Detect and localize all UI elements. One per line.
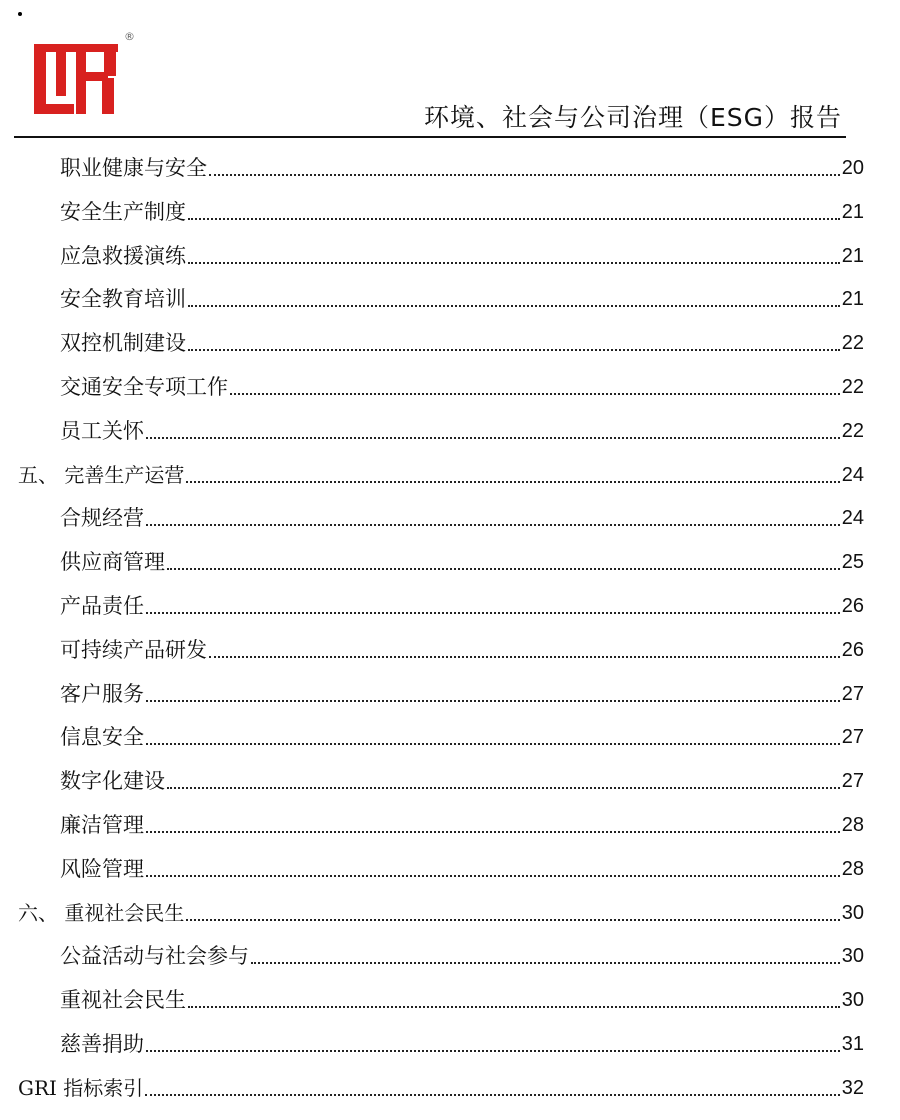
toc-entry-label: 客户服务 xyxy=(60,681,144,706)
toc-page-number: 21 xyxy=(841,244,864,267)
toc-entry-label: 职业健康与安全 xyxy=(60,156,207,180)
toc-entry-label: 产品责任 xyxy=(60,594,144,618)
toc-entry[interactable] xyxy=(60,591,864,621)
dot-leader xyxy=(186,481,839,483)
dot-leader xyxy=(146,1050,840,1052)
toc-entry-label: 应急救援演练 xyxy=(60,243,186,268)
toc-entry-label: 公益活动与社会参与 xyxy=(60,944,249,969)
toc-page-number: 30 xyxy=(841,901,864,924)
toc-page-number: 20 xyxy=(841,157,864,179)
toc-entry[interactable] xyxy=(60,284,864,314)
toc-page-number: 27 xyxy=(841,726,864,749)
corner-dot xyxy=(18,12,22,16)
dot-leader xyxy=(188,349,840,351)
toc-entry[interactable] xyxy=(60,1029,864,1059)
toc-entry-label: GRI 指标索引 xyxy=(18,1075,144,1100)
dot-leader xyxy=(146,524,840,526)
header-divider xyxy=(14,136,846,138)
dot-leader xyxy=(209,656,840,658)
toc-entry-label: 员工关怀 xyxy=(60,418,144,443)
dot-leader xyxy=(146,831,840,833)
toc-page-number: 27 xyxy=(841,770,864,793)
toc-page-number: 30 xyxy=(841,989,864,1012)
dot-leader xyxy=(251,962,840,964)
dot-leader xyxy=(145,1094,839,1096)
toc-entry[interactable] xyxy=(60,854,864,884)
toc-entry-label: 六、 重视社会民生 xyxy=(18,900,185,925)
toc-entry-label: 风险管理 xyxy=(60,856,144,881)
toc-entry-label: 可持续产品研发 xyxy=(60,637,207,662)
dot-leader xyxy=(209,174,840,176)
toc-entry-label: 重视社会民生 xyxy=(60,988,186,1013)
toc-page-number: 31 xyxy=(841,1033,864,1055)
toc-page-number: 26 xyxy=(841,595,864,617)
toc-entry[interactable] xyxy=(60,810,864,840)
toc-page-number: 25 xyxy=(841,551,864,574)
toc-entry[interactable] xyxy=(60,635,864,665)
dot-leader xyxy=(146,612,840,614)
toc-entry-label: 数字化建设 xyxy=(60,769,165,794)
toc-page-number: 28 xyxy=(841,814,864,836)
dot-leader xyxy=(146,437,840,439)
toc-page-number: 22 xyxy=(841,376,864,398)
toc-section-entry[interactable] xyxy=(18,898,864,928)
dot-leader xyxy=(167,568,840,570)
registered-mark: ® xyxy=(124,30,135,43)
toc-entry[interactable] xyxy=(60,153,864,183)
toc-entry-label: 双控机制建设 xyxy=(60,331,186,356)
toc-page-number: 26 xyxy=(841,638,864,661)
dot-leader xyxy=(230,393,840,395)
toc-entry[interactable] xyxy=(60,722,864,752)
toc-entry[interactable] xyxy=(60,328,864,358)
toc-entry-label: 慈善捐助 xyxy=(60,1032,144,1056)
toc-entry-label: 安全生产制度 xyxy=(60,199,186,224)
dot-leader xyxy=(188,305,840,307)
toc-entry[interactable] xyxy=(60,941,864,971)
toc-entry-label: 合规经营 xyxy=(60,506,144,531)
toc-page-number: 28 xyxy=(841,857,864,880)
dot-leader xyxy=(186,919,839,921)
dot-leader xyxy=(188,1006,840,1008)
toc-entry[interactable] xyxy=(60,985,864,1015)
company-logo xyxy=(30,38,122,120)
toc-page-number: 24 xyxy=(841,507,864,530)
dot-leader xyxy=(146,743,840,745)
toc-page-number: 21 xyxy=(841,200,864,223)
toc-entry[interactable] xyxy=(60,547,864,577)
dot-leader xyxy=(146,875,840,877)
toc-entry-label: 供应商管理 xyxy=(60,550,165,575)
toc-page-number: 30 xyxy=(841,945,864,968)
toc-entry[interactable] xyxy=(60,766,864,796)
toc-entry[interactable] xyxy=(60,241,864,271)
toc-entry[interactable] xyxy=(60,372,864,402)
toc-entry-label: 廉洁管理 xyxy=(60,813,144,837)
toc-entry-label: 交通安全专项工作 xyxy=(60,375,228,399)
toc-entry[interactable] xyxy=(60,197,864,227)
toc-page-number: 22 xyxy=(841,419,864,442)
dot-leader xyxy=(146,700,840,702)
toc-section-entry[interactable] xyxy=(18,460,864,490)
dot-leader xyxy=(167,787,840,789)
toc-page-number: 32 xyxy=(841,1076,864,1099)
toc-page-number: 24 xyxy=(841,463,864,486)
dot-leader xyxy=(188,262,840,264)
toc-entry[interactable] xyxy=(60,416,864,446)
toc-section-entry[interactable] xyxy=(18,1073,864,1103)
report-title: 环境、社会与公司治理（ESG）报告 xyxy=(423,103,842,132)
toc-entry-label: 信息安全 xyxy=(60,725,144,750)
toc-entry-label: 五、 完善生产运营 xyxy=(18,462,185,487)
toc-entry[interactable] xyxy=(60,679,864,709)
toc-page-number: 22 xyxy=(841,332,864,355)
toc-page-number: 27 xyxy=(841,682,864,705)
toc-entry-label: 安全教育培训 xyxy=(60,287,186,312)
toc-page-number: 21 xyxy=(841,288,864,311)
dot-leader xyxy=(188,218,840,220)
toc-entry[interactable] xyxy=(60,503,864,533)
